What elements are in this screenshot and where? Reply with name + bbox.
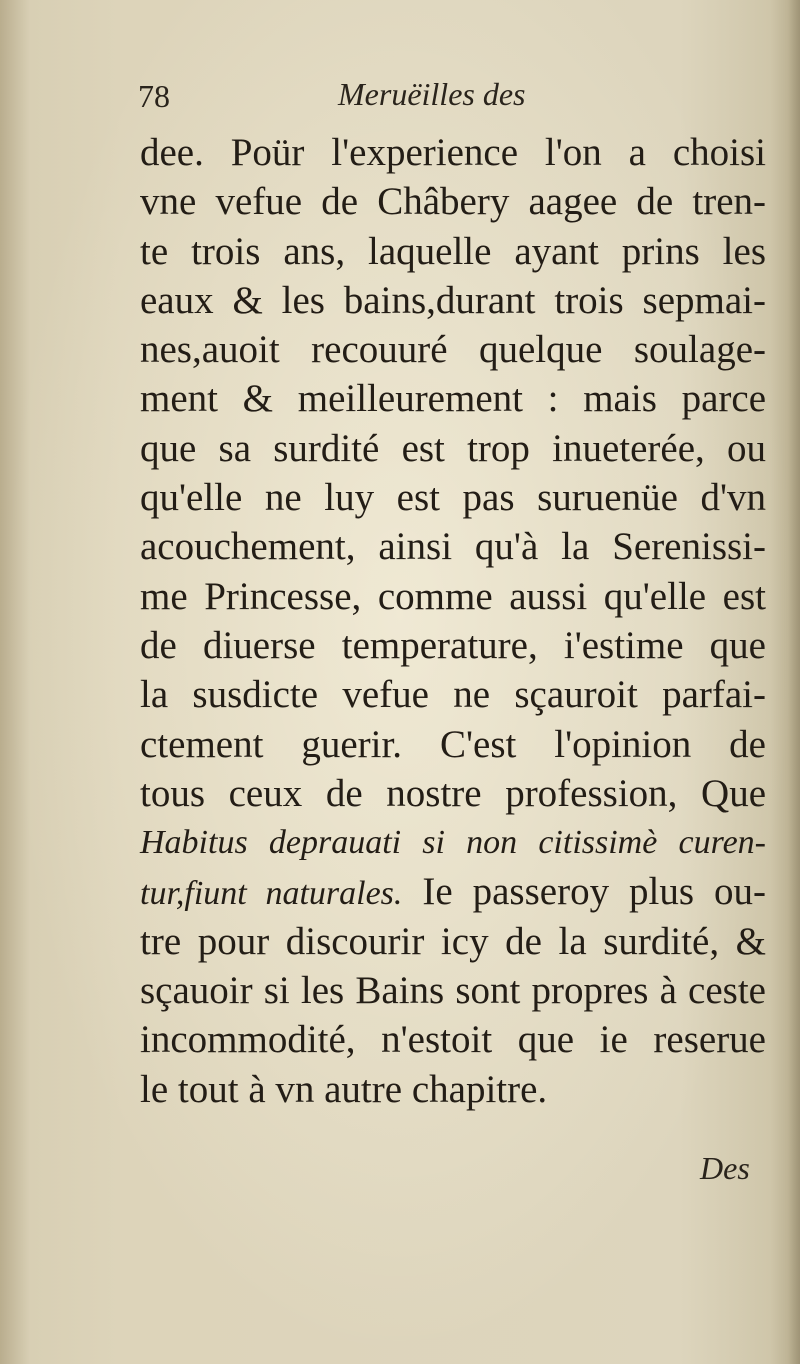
- running-title: Meruëilles des: [338, 76, 526, 112]
- page-edge-shadow: [788, 0, 800, 1364]
- text-line: le tout à vn autre chapitre.: [140, 1067, 548, 1111]
- text-line: que sa surdité est trop inueterée, ou: [140, 426, 766, 470]
- page-number: 78: [138, 78, 170, 114]
- text-line: qu'elle ne luy est pas suruenüe d'vn: [140, 476, 766, 520]
- text-line: nes,auoit recouuré quelque soulage-: [140, 328, 766, 372]
- text-line: te trois ans, laquelle ayant prins les: [140, 229, 766, 273]
- body-text: [140, 128, 766, 1114]
- text-line: ment & meilleurement : mais parce: [140, 377, 766, 421]
- text-line: sçauoir si les Bains sont propres à ceste: [140, 969, 766, 1013]
- running-head: [138, 74, 758, 118]
- text-line: ctement guerir. C'est l'opinion de: [140, 722, 766, 766]
- latin-quote-line: Habitus deprauati si non citissimè curen-: [140, 824, 766, 862]
- text-line: la susdicte vefue ne sçauroit parfai-: [140, 673, 766, 717]
- mixed-line: [140, 867, 766, 916]
- text-line: acouchement, ainsi qu'à la Serenissi-: [140, 525, 766, 569]
- text-line: tre pour discourir icy de la surdité, &: [140, 919, 766, 963]
- catchword: Des: [700, 1150, 750, 1186]
- text-line: me Princesse, comme aussi qu'elle est: [140, 574, 766, 618]
- line-continuation: Ie passeroy plus ou-: [402, 870, 766, 914]
- latin-quote-end: tur,fiunt naturales.: [140, 875, 403, 913]
- text-line: eaux & les bains,durant trois sepmai-: [140, 278, 766, 322]
- text-line: incommodité, n'estoit que ie reserue: [140, 1018, 766, 1062]
- text-line: tous ceux de nostre profession, Que: [140, 771, 766, 815]
- text-line: de diuerse temperature, i'estime que: [140, 623, 766, 667]
- text-line: dee. Poür l'experience l'on a choisi: [140, 131, 766, 174]
- text-line: vne vefue de Châbery aagee de tren-: [140, 180, 766, 224]
